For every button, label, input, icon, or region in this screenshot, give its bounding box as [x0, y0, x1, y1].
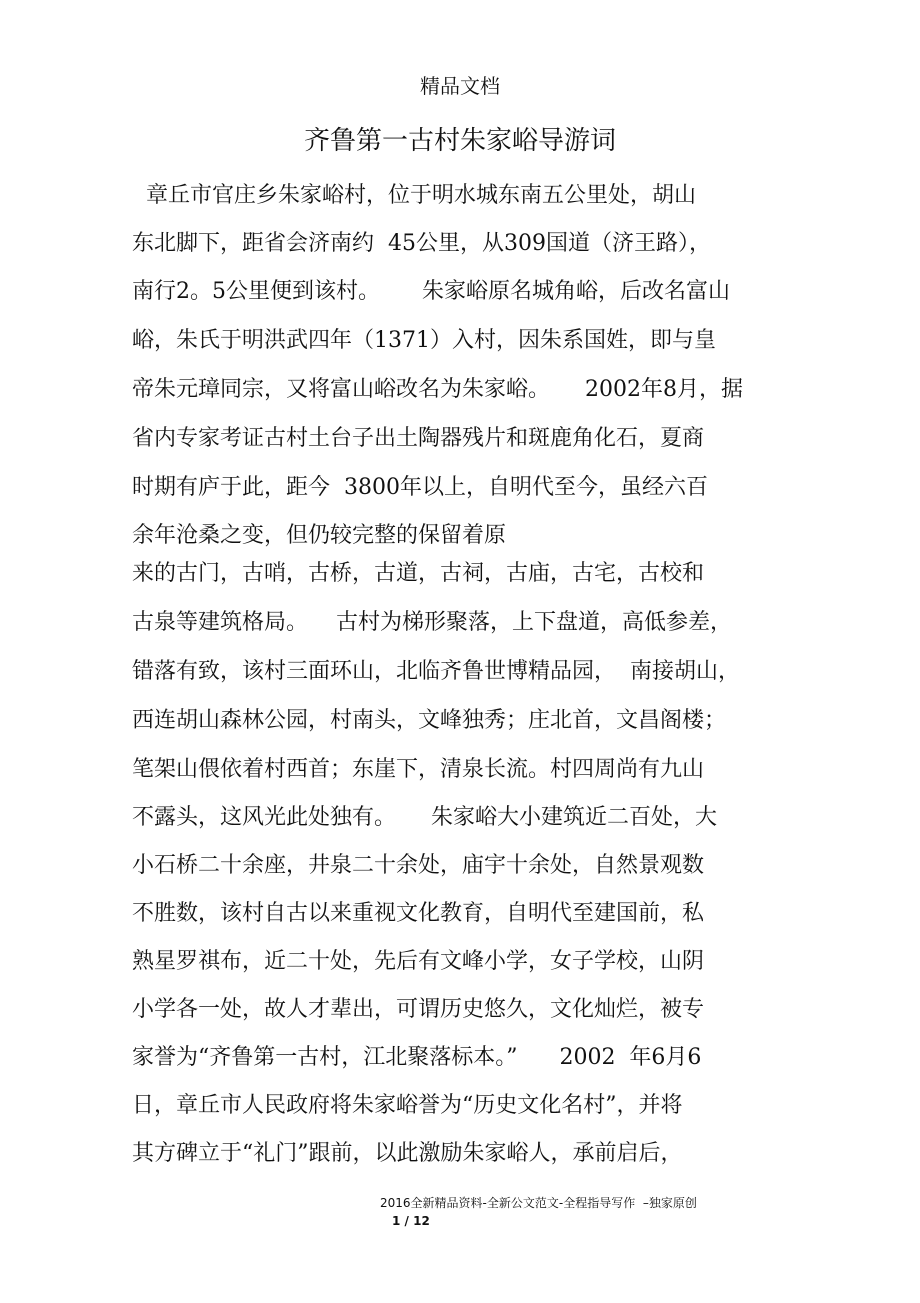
footer-note: 2016全新精品资料-全新公文范文-全程指导写作 –独家原创	[380, 1196, 697, 1210]
text-line: 峪，朱氏于明洪武四年（1371）入村，因朱系国姓，即与皇	[132, 328, 716, 353]
text-line: 不胜数，该村自古以来重视文化教育，自明代至建国前，私	[132, 901, 705, 926]
document-title: 齐鲁第一古村朱家峪导游词	[303, 126, 616, 156]
page-header: 精品文档	[420, 74, 500, 98]
text-line: 其方碑立于“礼门”跟前，以此激励朱家峪人，承前启后，	[132, 1141, 683, 1166]
text-line: 小石桥二十余座，井泉二十余处，庙宇十余处，自然景观数	[132, 853, 705, 878]
text-line: 熟星罗祺布，近二十处，先后有文峰小学，女子学校，山阴	[132, 949, 705, 974]
text-line: 家誉为“齐鲁第一古村，江北聚落标本。” 2002 年6月6	[132, 1045, 702, 1070]
text-line: 章丘市官庄乡朱家峪村，位于明水城东南五公里处，胡山	[132, 183, 696, 208]
page-number: 1 / 12	[392, 1214, 430, 1228]
text-line: 笔架山偎依着村西首；东崖下，清泉长流。村四周尚有九山	[132, 757, 705, 782]
text-line: 日，章丘市人民政府将朱家峪誉为“历史文化名村”，并将	[132, 1093, 683, 1118]
text-line: 不露头，这风光此处独有。 朱家峪大小建筑近二百处，大	[132, 805, 717, 830]
text-line: 时期有庐于此，距今 3800年以上，自明代至今，虽经六百	[132, 475, 708, 500]
text-line: 东北脚下，距省会济南约 45公里，从309国道（济王路），	[132, 231, 711, 256]
text-line: 南行2。5公里便到该村。 朱家峪原名城角峪，后改名富山	[132, 279, 730, 304]
text-line: 古泉等建筑格局。 古村为梯形聚落，上下盘道，高低参差，	[132, 610, 732, 635]
text-line: 余年沧桑之变，但仍较完整的保留着原	[132, 523, 507, 548]
text-line: 错落有致，该村三面环山，北临齐鲁世博精品园， 南接胡山，	[132, 659, 740, 684]
text-line: 西连胡山森林公园，村南头，文峰独秀；庄北首，文昌阁楼；	[132, 708, 727, 733]
text-line: 帝朱元璋同宗，又将富山峪改名为朱家峪。 2002年8月，据	[132, 377, 743, 402]
text-line: 来的古门，古哨，古桥，古道，古祠，古庙，古宅，古校和	[132, 561, 705, 586]
text-line: 小学各一处，故人才辈出，可谓历史悠久，文化灿烂，被专	[132, 997, 705, 1022]
text-line: 省内专家考证古村土台子出土陶器残片和斑鹿角化石，夏商	[132, 426, 705, 451]
